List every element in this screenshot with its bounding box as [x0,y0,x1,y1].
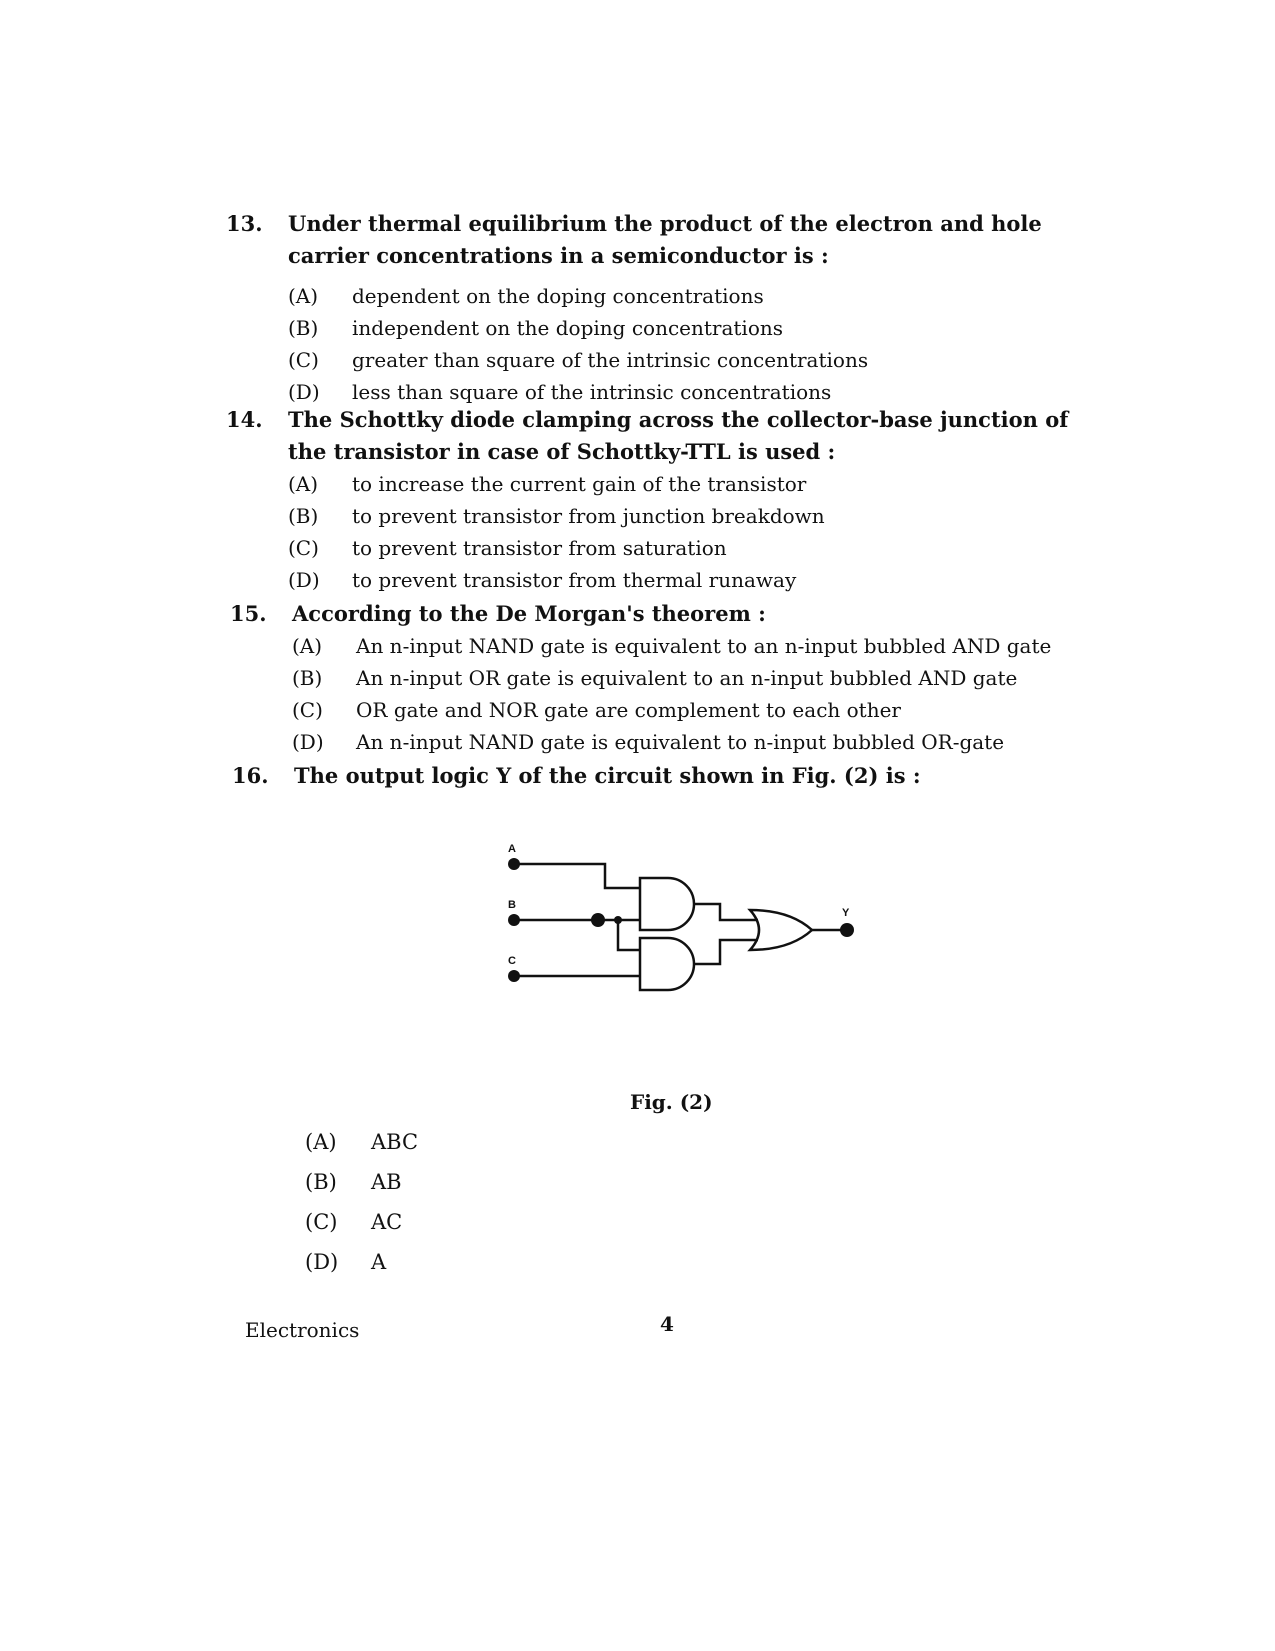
option-b: (B) AB [305,1170,402,1194]
question-number: 14. [226,407,263,432]
option-a: (A) to increase the current gain of the transistor [288,472,807,496]
input-a-label: A [508,843,516,855]
question-number: 15. [230,601,267,626]
terminal-y [840,923,854,937]
option-d: (D) A [305,1250,387,1274]
option-d: (D) to prevent transistor from thermal runaway [288,568,797,592]
option-c: (C) greater than square of the intrinsic concentrations [288,348,869,372]
option-a: (A) ABC [305,1130,419,1154]
input-b-label: B [508,899,516,911]
question-text: According to the De Morgan's theorem : [292,601,766,626]
option-d: (D) less than square of the intrinsic concentrations [288,380,832,404]
wire-and2-out [694,940,758,964]
question-text: Under thermal equilibrium the product of the electron and hole carrier concentrations in a semiconductor is : [288,211,1042,268]
figure-caption: Fig. (2) [630,1090,713,1114]
option-a: (A) dependent on the doping concentrations [288,284,764,308]
question-number: 16. [232,763,269,788]
question-14 [226,404,1106,604]
page-number: 4 [660,1312,674,1336]
and-gate-2 [640,938,694,990]
logic-circuit-figure [500,840,900,1040]
question-15 [230,598,1130,768]
option-b: (B) independent on the doping concentrations [288,316,784,340]
option-c: (C) OR gate and NOR gate are complement to each other [292,698,901,722]
question-text: The Schottky diode clamping across the collector-base junction of the transistor in case of Schottky-TTL is used : [288,407,1069,464]
question-16 [232,760,1112,800]
option-c: (C) to prevent transistor from saturation [288,536,727,560]
option-b: (B) An n-input OR gate is equivalent to an n-input bubbled AND gate [292,666,1018,690]
option-c: (C) AC [305,1210,403,1234]
input-c-label: C [508,955,516,967]
question-text: The output logic Y of the circuit shown in Fig. (2) is : [294,763,921,788]
footer-subject: Electronics [245,1318,360,1342]
or-gate [750,910,812,950]
wire-b-branch [618,920,640,950]
output-y-label: Y [842,907,850,919]
question-number: 13. [226,211,263,236]
question-13 [226,208,1106,408]
option-d: (D) An n-input NAND gate is equivalent to n-input bubbled OR-gate [292,730,1005,754]
option-b: (B) to prevent transistor from junction breakdown [288,504,825,528]
wire-and1-out [694,904,758,920]
wire-a [535,864,640,888]
option-a: (A) An n-input NAND gate is equivalent to an n-input bubbled AND gate [292,634,1052,658]
junction-b2 [614,916,622,924]
junction-b [591,913,605,927]
and-gate-1 [640,878,694,930]
